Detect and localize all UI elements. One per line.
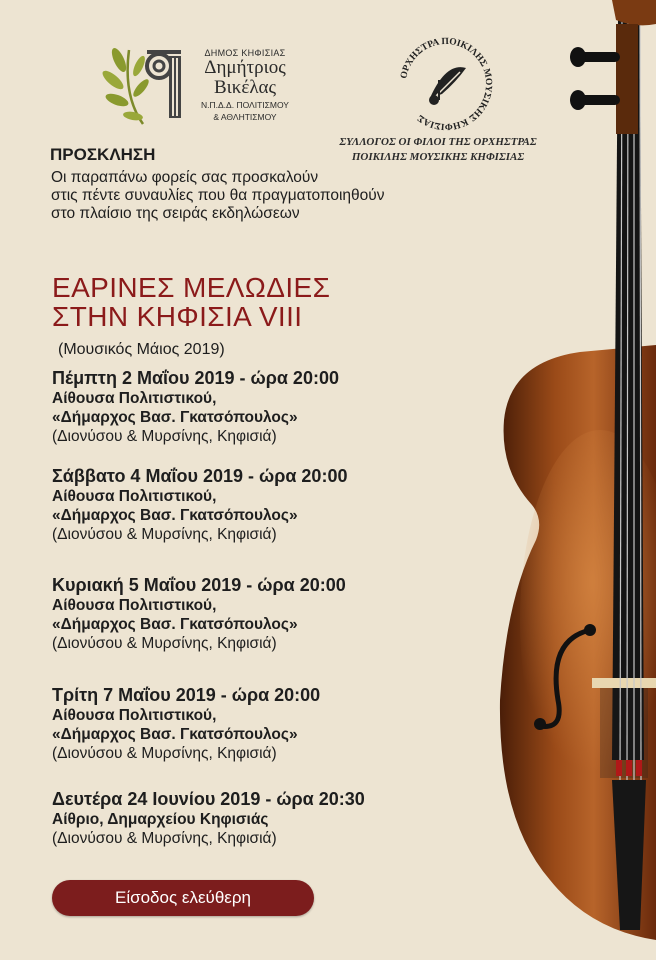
tuning-pegs bbox=[570, 47, 620, 110]
concert-venue-name: «Δήμαρχος Βασ. Γκατσόπουλος» bbox=[52, 726, 298, 743]
npdd-line2: & ΑΘΛΗΤΙΣΜΟΥ bbox=[213, 112, 277, 122]
concert-date: Σάββατο 4 Μαΐου 2019 - ώρα 20:00 bbox=[52, 466, 348, 486]
concert-venue: Αίθουσα Πολιτιστικού, bbox=[52, 707, 217, 724]
concert-date: Κυριακή 5 Μαΐου 2019 - ώρα 20:00 bbox=[52, 575, 346, 595]
association-line2: ΠΟΙΚΙΛΗΣ ΜΟΥΣΙΚΗΣ ΚΗΦΙΣΙΑΣ bbox=[351, 151, 525, 163]
concert-address: (Διονύσου & Μυρσίνης, Κηφισιά) bbox=[52, 428, 277, 445]
concert-address: (Διονύσου & Μυρσίνης, Κηφισιά) bbox=[52, 830, 277, 847]
concert-venue: Αίθριο, Δημαρχείου Κηφισιάς bbox=[52, 811, 269, 828]
concert-5 bbox=[52, 789, 365, 848]
invitation-line2: στις πέντε συναυλίες που θα πραγματοποιηθούν bbox=[51, 187, 385, 204]
concert-3 bbox=[52, 575, 346, 653]
concert-date: Δευτέρα 24 Ιουνίου 2019 - ώρα 20:30 bbox=[52, 789, 365, 809]
event-title-line2: ΣΤΗΝ ΚΗΦΙΣΙΑ VIII bbox=[52, 301, 303, 332]
concert-venue: Αίθουσα Πολιτιστικού, bbox=[52, 597, 217, 614]
concert-venue: Αίθουσα Πολιτιστικού, bbox=[52, 488, 217, 505]
association-line1: ΣΥΛΛΟΓΟΣ ΟΙ ΦΙΛΟΙ ΤΗΣ ΟΡΧΗΣΤΡΑΣ bbox=[339, 136, 537, 148]
concert-address: (Διονύσου & Μυρσίνης, Κηφισιά) bbox=[52, 526, 277, 543]
invitation-line3: στο πλαίσιο της σειράς εκδηλώσεων bbox=[51, 205, 300, 222]
concert-venue-name: «Δήμαρχος Βασ. Γκατσόπουλος» bbox=[52, 616, 298, 633]
concert-venue-name: «Δήμαρχος Βασ. Γκατσόπουλος» bbox=[52, 507, 298, 524]
concert-4 bbox=[52, 685, 320, 763]
concert-address: (Διονύσου & Μυρσίνης, Κηφισιά) bbox=[52, 745, 277, 762]
vikelas-name-line1: Δημήτριος bbox=[204, 57, 286, 78]
concert-date: Πέμπτη 2 Μαΐου 2019 - ώρα 20:00 bbox=[52, 368, 339, 388]
orchestra-ring-text: ΟΡΧΗΣΤΡΑ ΠΟΙΚΙΛΗΣ ΜΟΥΣΙΚΗΣ ΚΗΦΙΣΙΑΣ bbox=[399, 36, 494, 132]
concert-2 bbox=[52, 466, 347, 544]
concert-address: (Διονύσου & Μυρσίνης, Κηφισιά) bbox=[52, 635, 277, 652]
ionic-column-icon bbox=[147, 50, 181, 118]
event-title-line1: ΕΑΡΙΝΕΣ ΜΕΛΩΔΙΕΣ bbox=[52, 272, 331, 303]
invitation-text bbox=[51, 169, 451, 223]
event-subtitle: (Μουσικός Μάιος 2019) bbox=[58, 341, 225, 358]
event-title bbox=[52, 273, 330, 331]
npdd-line1: Ν.Π.Δ.Δ. ΠΟΛΙΤΙΣΜΟΥ bbox=[201, 100, 289, 110]
olive-branch-icon bbox=[100, 46, 151, 124]
vikelas-logo-text bbox=[180, 48, 310, 122]
concert-venue: Αίθουσα Πολιτιστικού, bbox=[52, 390, 217, 407]
cello-image bbox=[440, 0, 656, 960]
concert-date: Τρίτη 7 Μαΐου 2019 - ώρα 20:00 bbox=[52, 685, 321, 705]
invitation-line1: Οι παραπάνω φορείς σας προσκαλούν bbox=[51, 169, 319, 186]
concert-1 bbox=[52, 368, 339, 446]
municipality-label: ΔΗΜΟΣ ΚΗΦΙΣΙΑΣ bbox=[204, 48, 286, 58]
vikelas-name-line2: Βικέλας bbox=[213, 77, 277, 98]
free-entrance-badge: Είσοδος ελεύθερη bbox=[52, 880, 314, 916]
concert-venue-name: «Δήμαρχος Βασ. Γκατσόπουλος» bbox=[52, 409, 298, 426]
invitation-title: ΠΡΟΣΚΛΗΣΗ bbox=[50, 145, 156, 164]
